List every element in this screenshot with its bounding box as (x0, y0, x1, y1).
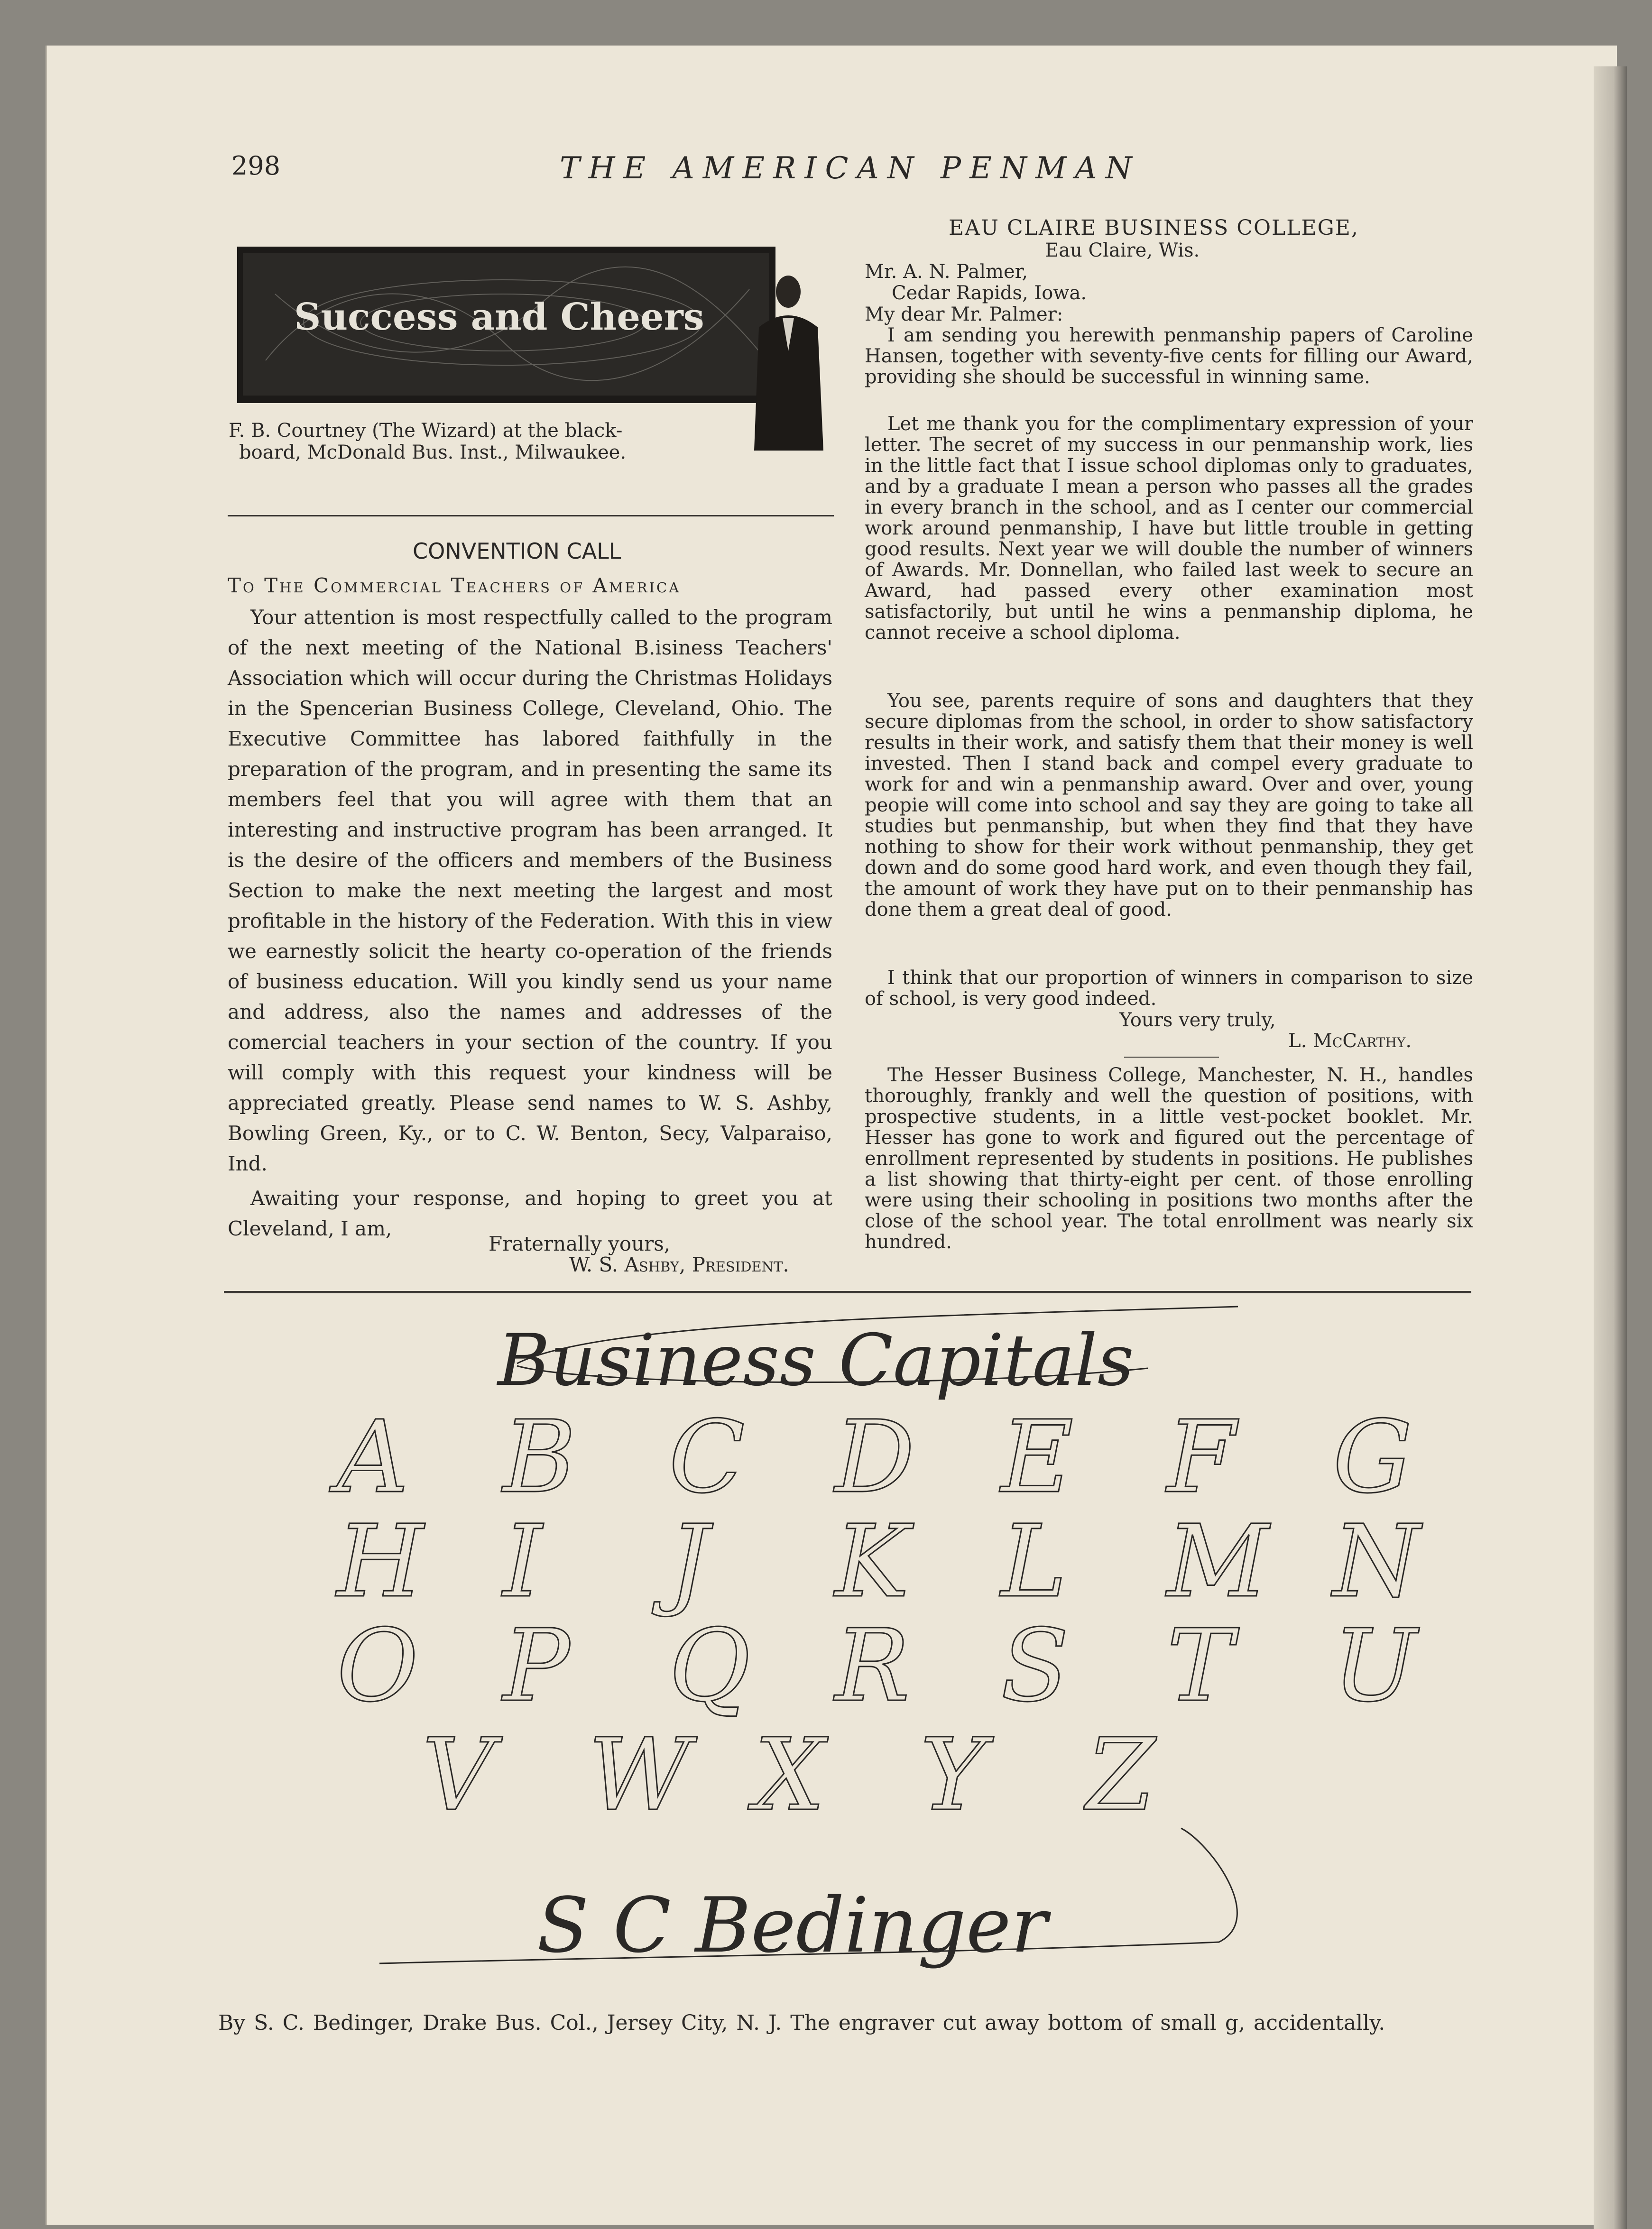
section-divider (228, 515, 834, 516)
script-capital-letter: A (337, 1399, 409, 1515)
specimen-title: Business Capitals (498, 1319, 1134, 1402)
article-paragraph: Awaiting your response, and hoping to greet you at Cleveland, I am, (228, 1187, 832, 1240)
letter-signature: W. S. Ashby, President. (569, 1253, 789, 1276)
letter-addressee: Mr. A. N. Palmer, (865, 261, 1028, 283)
script-capital-letter: O (337, 1608, 419, 1724)
letter-body (865, 691, 1473, 920)
script-capital-letter: Q (669, 1608, 751, 1724)
script-capital-letter: T (1167, 1608, 1234, 1724)
script-capital-letter: P (503, 1608, 570, 1724)
letter-heading: EAU CLAIRE BUSINESS COLLEGE, (949, 216, 1359, 240)
news-item (865, 1065, 1473, 1253)
news-paragraph: The Hesser Business College, Manchester, N. H., handles thoroughly, frankly and well the question of positions, with prospective students, in a little vest-pocket booklet. Mr. Hesser has gone to work and figured out the percentage of enrollment represented by students in positions. He publishes a list showing that thirty-eight per cent. of those enrolling were using their schooling in positions two months after the close of the school year. The total enrollment was nearly six hundred. (865, 1064, 1473, 1253)
script-capital-letter: X (754, 1717, 825, 1833)
article-body (228, 602, 832, 1179)
script-capital-letter: C (669, 1399, 745, 1515)
script-capital-letter: I (503, 1503, 542, 1620)
letter-body (865, 967, 1473, 1009)
article-paragraph: Your attention is most respectfully called to the program of the next meeting of the National B.isiness Teachers' Association which will occur during the Christmas Holidays in the Spencerian Business College, Cleveland, Ohio. The Executive Committee has labored faithfully in the preparation of the program, and in presenting the same its members feel that you will agree with them that an interesting and instructive program has been arranged. It is the desire of the officers and members of the Business Section to make the next meeting the largest and most profitable in the history of the Federation. With this in view we earnestly solicit the hearty co-operation of the friends of business education. Will you kindly send us your name and address, also the names and addresses of the comercial teachers in your section of the country. If you will comply with this request your kindness will be appreciated greatly. Please send names to W. S. Ashby, Bowling Green, Ky., or to C. W. Benton, Secy, Valparaiso, Ind. (228, 606, 832, 1175)
script-capital-letter: G (1333, 1399, 1412, 1515)
letter-paragraph: I think that our proportion of winners in comparison to size of school, is very good indeed. (865, 967, 1473, 1010)
letter-paragraph: I am sending you herewith penmanship papers of Caroline Hansen, together with seventy-five cents for filling our Award, providing she should be successful in winning same. (865, 324, 1473, 388)
script-capital-letter: J (669, 1503, 709, 1620)
letter-place: Eau Claire, Wis. (1045, 239, 1200, 261)
short-divider (1124, 1057, 1219, 1058)
letter-paragraph: Let me thank you for the complimentary expression of your letter. The secret of my success in our penmanship work, lies in the little fact that I issue school diplomas only to graduates, and by a graduate I mean a person who passes all the grades in every branch in the school, and as I center our commercial work around penmanship, I have but little trouble in getting good results. Next year we will double the number of winners of Awards. Mr. Donnellan, who failed last week to secure an Award, had passed every other examination most satisfactorily, but until he wins a penmanship diploma, he cannot receive a school diploma. (865, 413, 1473, 644)
letter-body (865, 414, 1473, 643)
article-salutation: To The Commercial Teachers of America (228, 574, 681, 597)
letter-closing: Fraternally yours, (489, 1232, 671, 1255)
script-capital-letter: R (835, 1608, 910, 1724)
running-title: THE AMERICAN PENMAN (560, 151, 1141, 186)
script-capital-letter: S (1001, 1608, 1069, 1724)
page-number: 298 (231, 151, 281, 181)
script-capital-letter: K (835, 1503, 909, 1620)
script-capital-letter: D (835, 1399, 915, 1515)
script-capital-letter: Z (1086, 1717, 1155, 1833)
caption-line: board, McDonald Bus. Inst., Milwaukee. (239, 442, 627, 463)
letter-signature: L. McCarthy. (1288, 1030, 1412, 1052)
specimen-caption: By S. C. Bedinger, Drake Bus. Col., Jersey City, N. J. The engraver cut away bottom of small g, accidentally. (218, 2011, 1385, 2035)
script-capital-letter: E (1001, 1399, 1074, 1515)
letter-paragraph: You see, parents require of sons and daughters that they secure diplomas from the school, in order to show satisfactory results in their work, and satisfy them that their money is well invested. Then I stand back and compel every graduate to work for and win a penmanship award. Over and over, young peopie will come into school and say they are going to take all studies but penmanship, but when they find that they have nothing to show for their work without penmanship, they get down and do some good hard work, and even though they fail, the amount of work they have put on to their penmanship has done them a great deal of good. (865, 690, 1473, 921)
blackboard-text: Success and Cheers (294, 295, 704, 339)
script-capital-letter: W (588, 1717, 691, 1833)
letter-body (865, 325, 1473, 387)
capital-letter-grid (329, 1399, 1423, 1833)
script-capital-letter: U (1333, 1608, 1417, 1724)
script-capital-letter: M (1167, 1503, 1269, 1620)
letter-closing: Yours very truly, (1119, 1009, 1276, 1031)
script-capital-letter: H (337, 1503, 424, 1620)
engraver-signature: S C Bedinger (536, 1881, 1048, 1970)
script-capital-letter: F (1167, 1399, 1236, 1515)
script-capital-letter: B (503, 1399, 576, 1515)
script-capital-letter: Y (920, 1717, 986, 1833)
script-capital-letter: V (422, 1717, 494, 1833)
section-divider (224, 1291, 1471, 1293)
article-heading: CONVENTION CALL (413, 538, 621, 564)
photo-caption (229, 420, 798, 463)
penmanship-specimen (223, 1302, 1475, 1985)
book-spine (1594, 66, 1627, 2229)
script-capital-letter: N (1333, 1503, 1420, 1620)
letter-address: Cedar Rapids, Iowa. (892, 282, 1087, 304)
script-capital-letter: L (1001, 1503, 1067, 1620)
caption-line: F. B. Courtney (The Wizard) at the black- (229, 420, 623, 442)
letter-salutation: My dear Mr. Palmer: (865, 304, 1063, 325)
